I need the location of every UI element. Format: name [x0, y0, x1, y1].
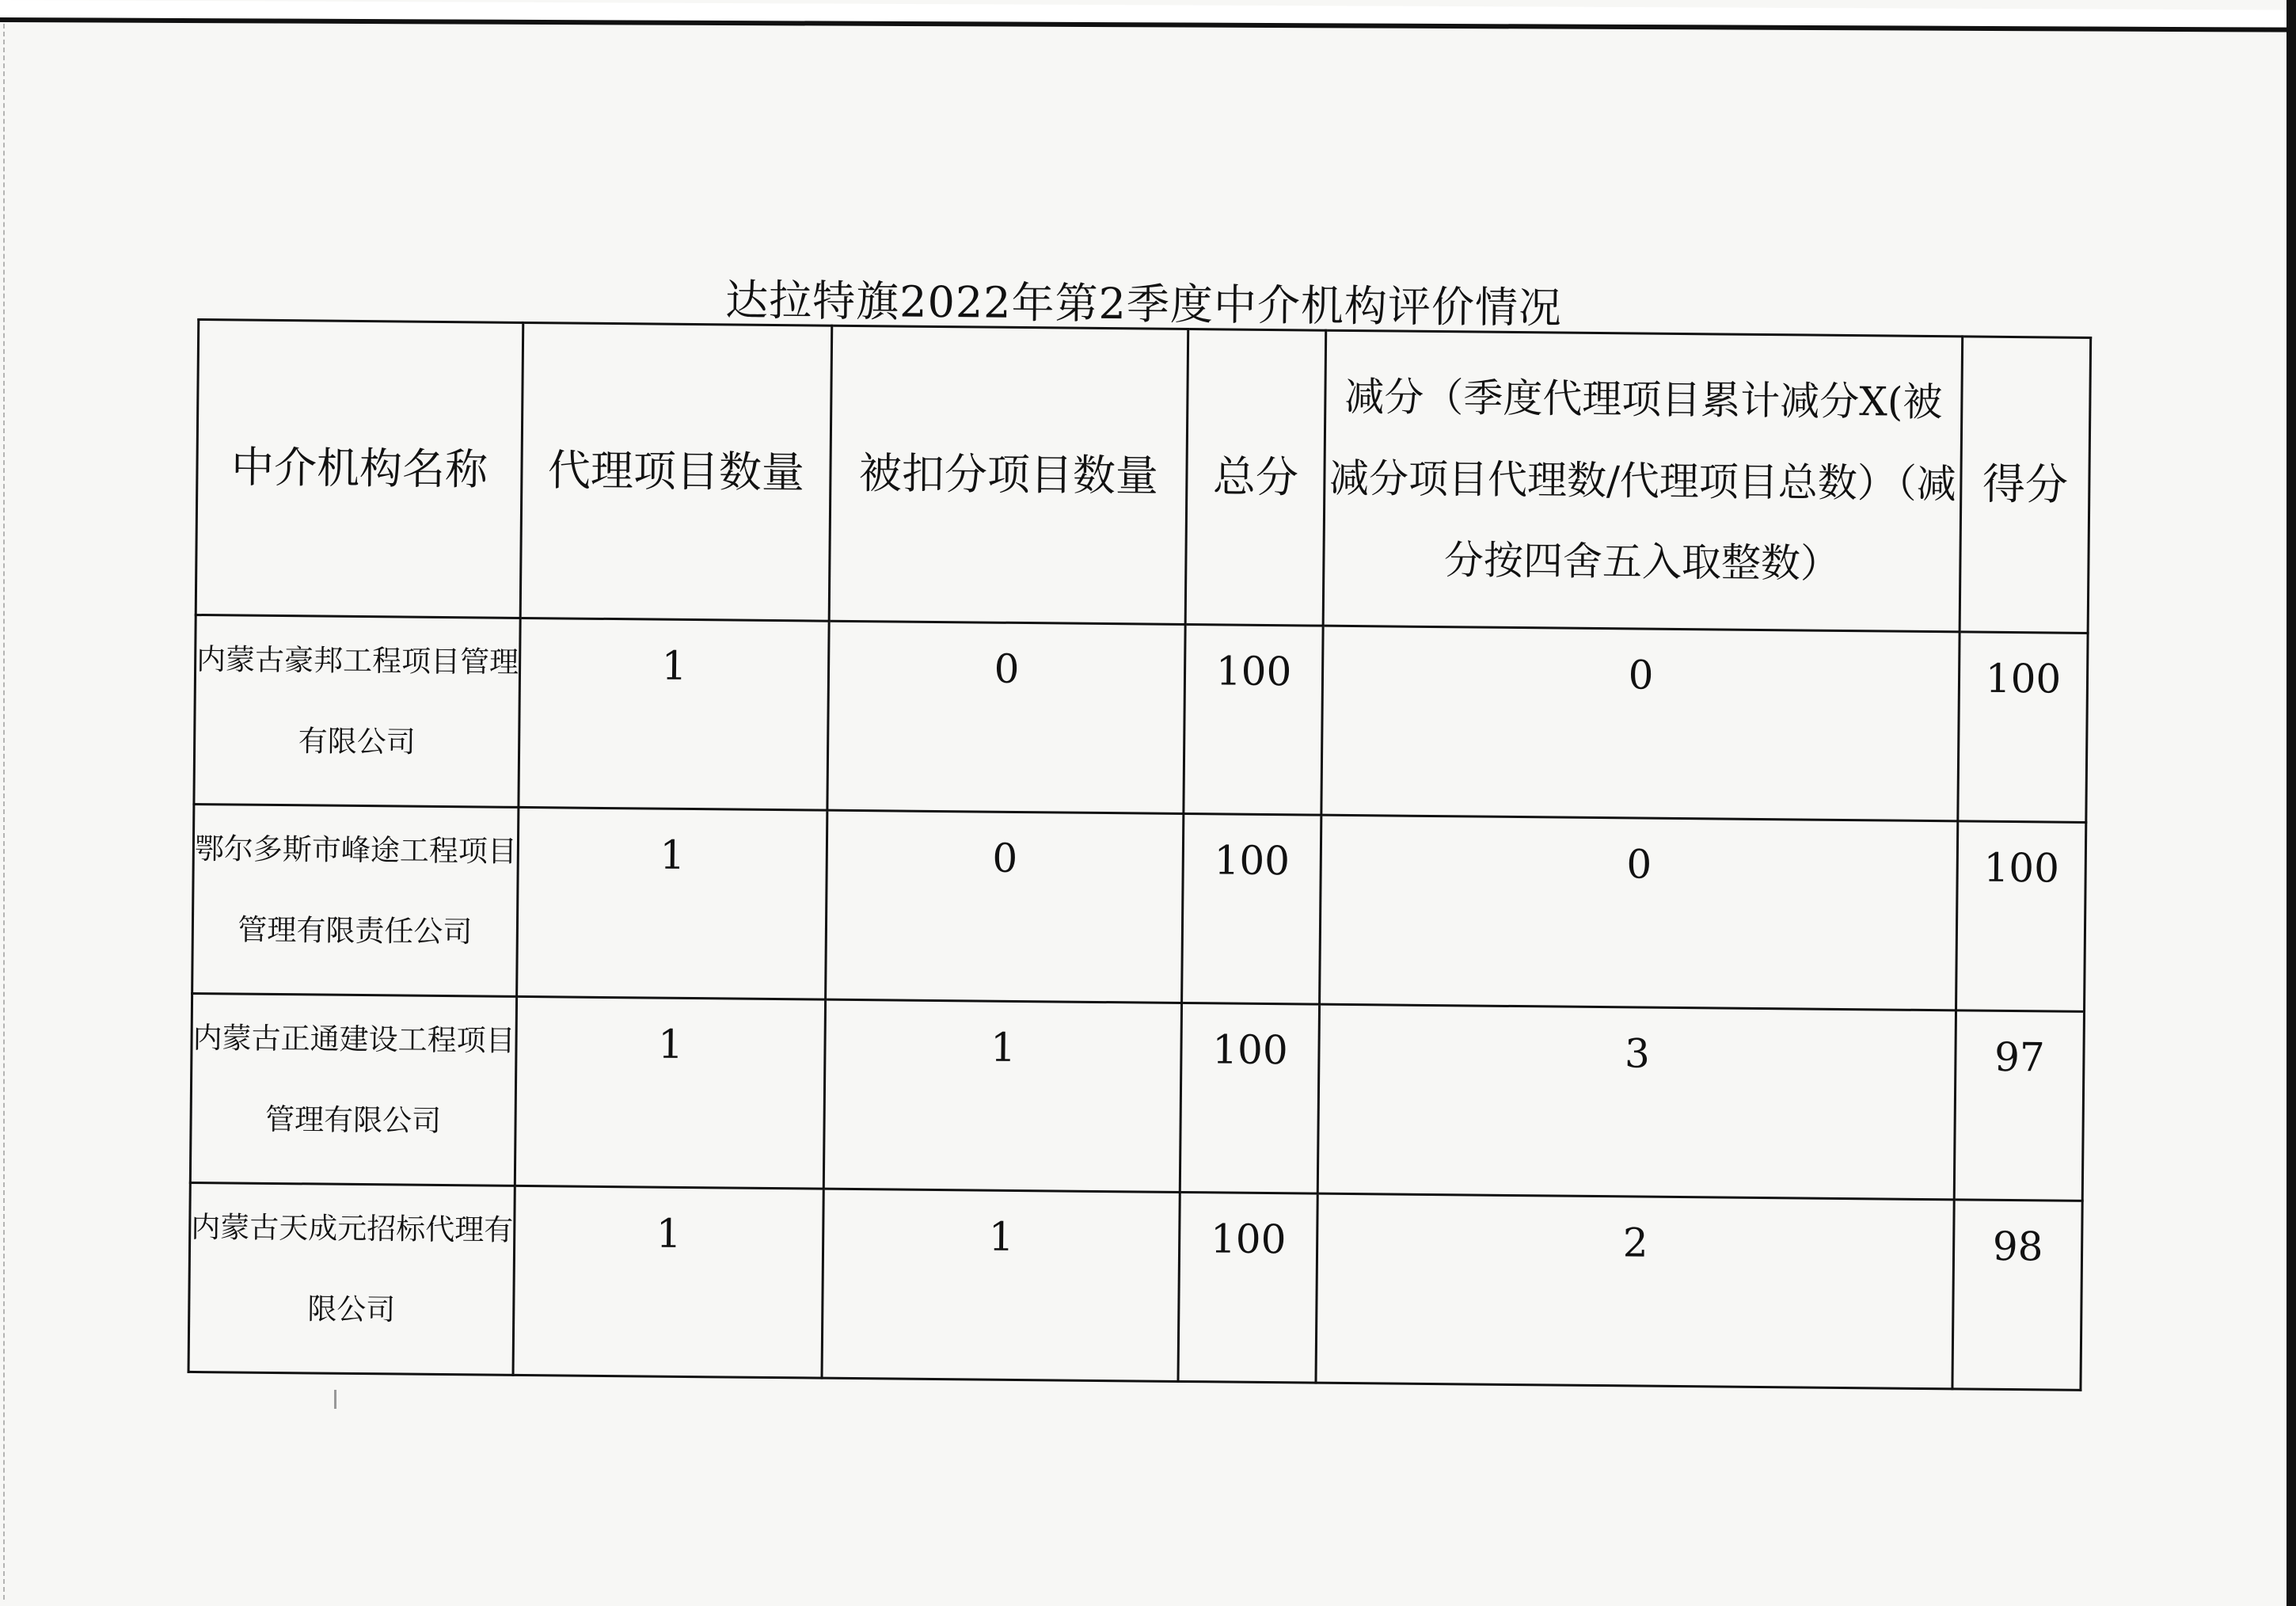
agency-name-cell: 内蒙古豪邦工程项目管理有限公司	[194, 615, 520, 807]
agent-count-cell: 1	[513, 1185, 823, 1378]
table-header-row	[196, 320, 2090, 634]
header-deducted-count: 被扣分项目数量	[829, 325, 1188, 624]
agency-name-cell: 内蒙古天成元招标代理有限公司	[188, 1182, 515, 1375]
deducted-count-cell: 0	[826, 810, 1184, 1003]
agent-count-cell: 1	[515, 996, 825, 1189]
scan-edge-top	[0, 0, 2296, 32]
scan-edge-left	[3, 24, 6, 1600]
scan-ink-mark	[334, 1390, 336, 1409]
header-total: 总分	[1185, 329, 1326, 626]
agency-name-cell: 内蒙古正通建设工程项目管理有限公司	[190, 993, 516, 1185]
document-sheet	[191, 261, 2090, 1327]
agent-count-cell: 1	[517, 807, 827, 999]
table-row	[194, 615, 2088, 822]
table-row	[192, 804, 2086, 1011]
score-cell: 97	[1954, 1010, 2084, 1201]
total-cell: 100	[1180, 1003, 1319, 1193]
header-agency-name: 中介机构名称	[196, 320, 523, 618]
header-agent-count: 代理项目数量	[520, 322, 832, 621]
document-title: 达拉特旗2022年第2季度中介机构评价情况	[724, 275, 1563, 333]
deduction-cell: 0	[1321, 626, 1960, 821]
deducted-count-cell: 1	[822, 1189, 1180, 1381]
table-row	[188, 1182, 2082, 1390]
scan-edge-right	[2286, 0, 2296, 1606]
table-row	[190, 993, 2084, 1201]
evaluation-table	[188, 318, 2093, 1391]
total-cell: 100	[1184, 624, 1323, 815]
total-cell: 100	[1182, 813, 1321, 1004]
deduction-cell: 3	[1317, 1004, 1956, 1200]
deduction-cell: 0	[1320, 815, 1958, 1010]
score-cell: 100	[1956, 821, 2086, 1012]
header-score: 得分	[1960, 337, 2091, 634]
deducted-count-cell: 1	[823, 999, 1181, 1192]
agent-count-cell: 1	[519, 618, 829, 810]
deduction-cell: 2	[1316, 1193, 1954, 1389]
deducted-count-cell: 0	[827, 621, 1185, 813]
score-cell: 98	[1952, 1200, 2082, 1391]
agency-name-cell: 鄂尔多斯市峰途工程项目管理有限责任公司	[192, 804, 519, 996]
header-deduction: 减分（季度代理项目累计减分X(被减分项目代理数/代理项目总数）（减分按四舍五入取整数）	[1323, 330, 1963, 632]
score-cell: 100	[1958, 632, 2088, 823]
total-cell: 100	[1178, 1192, 1317, 1383]
